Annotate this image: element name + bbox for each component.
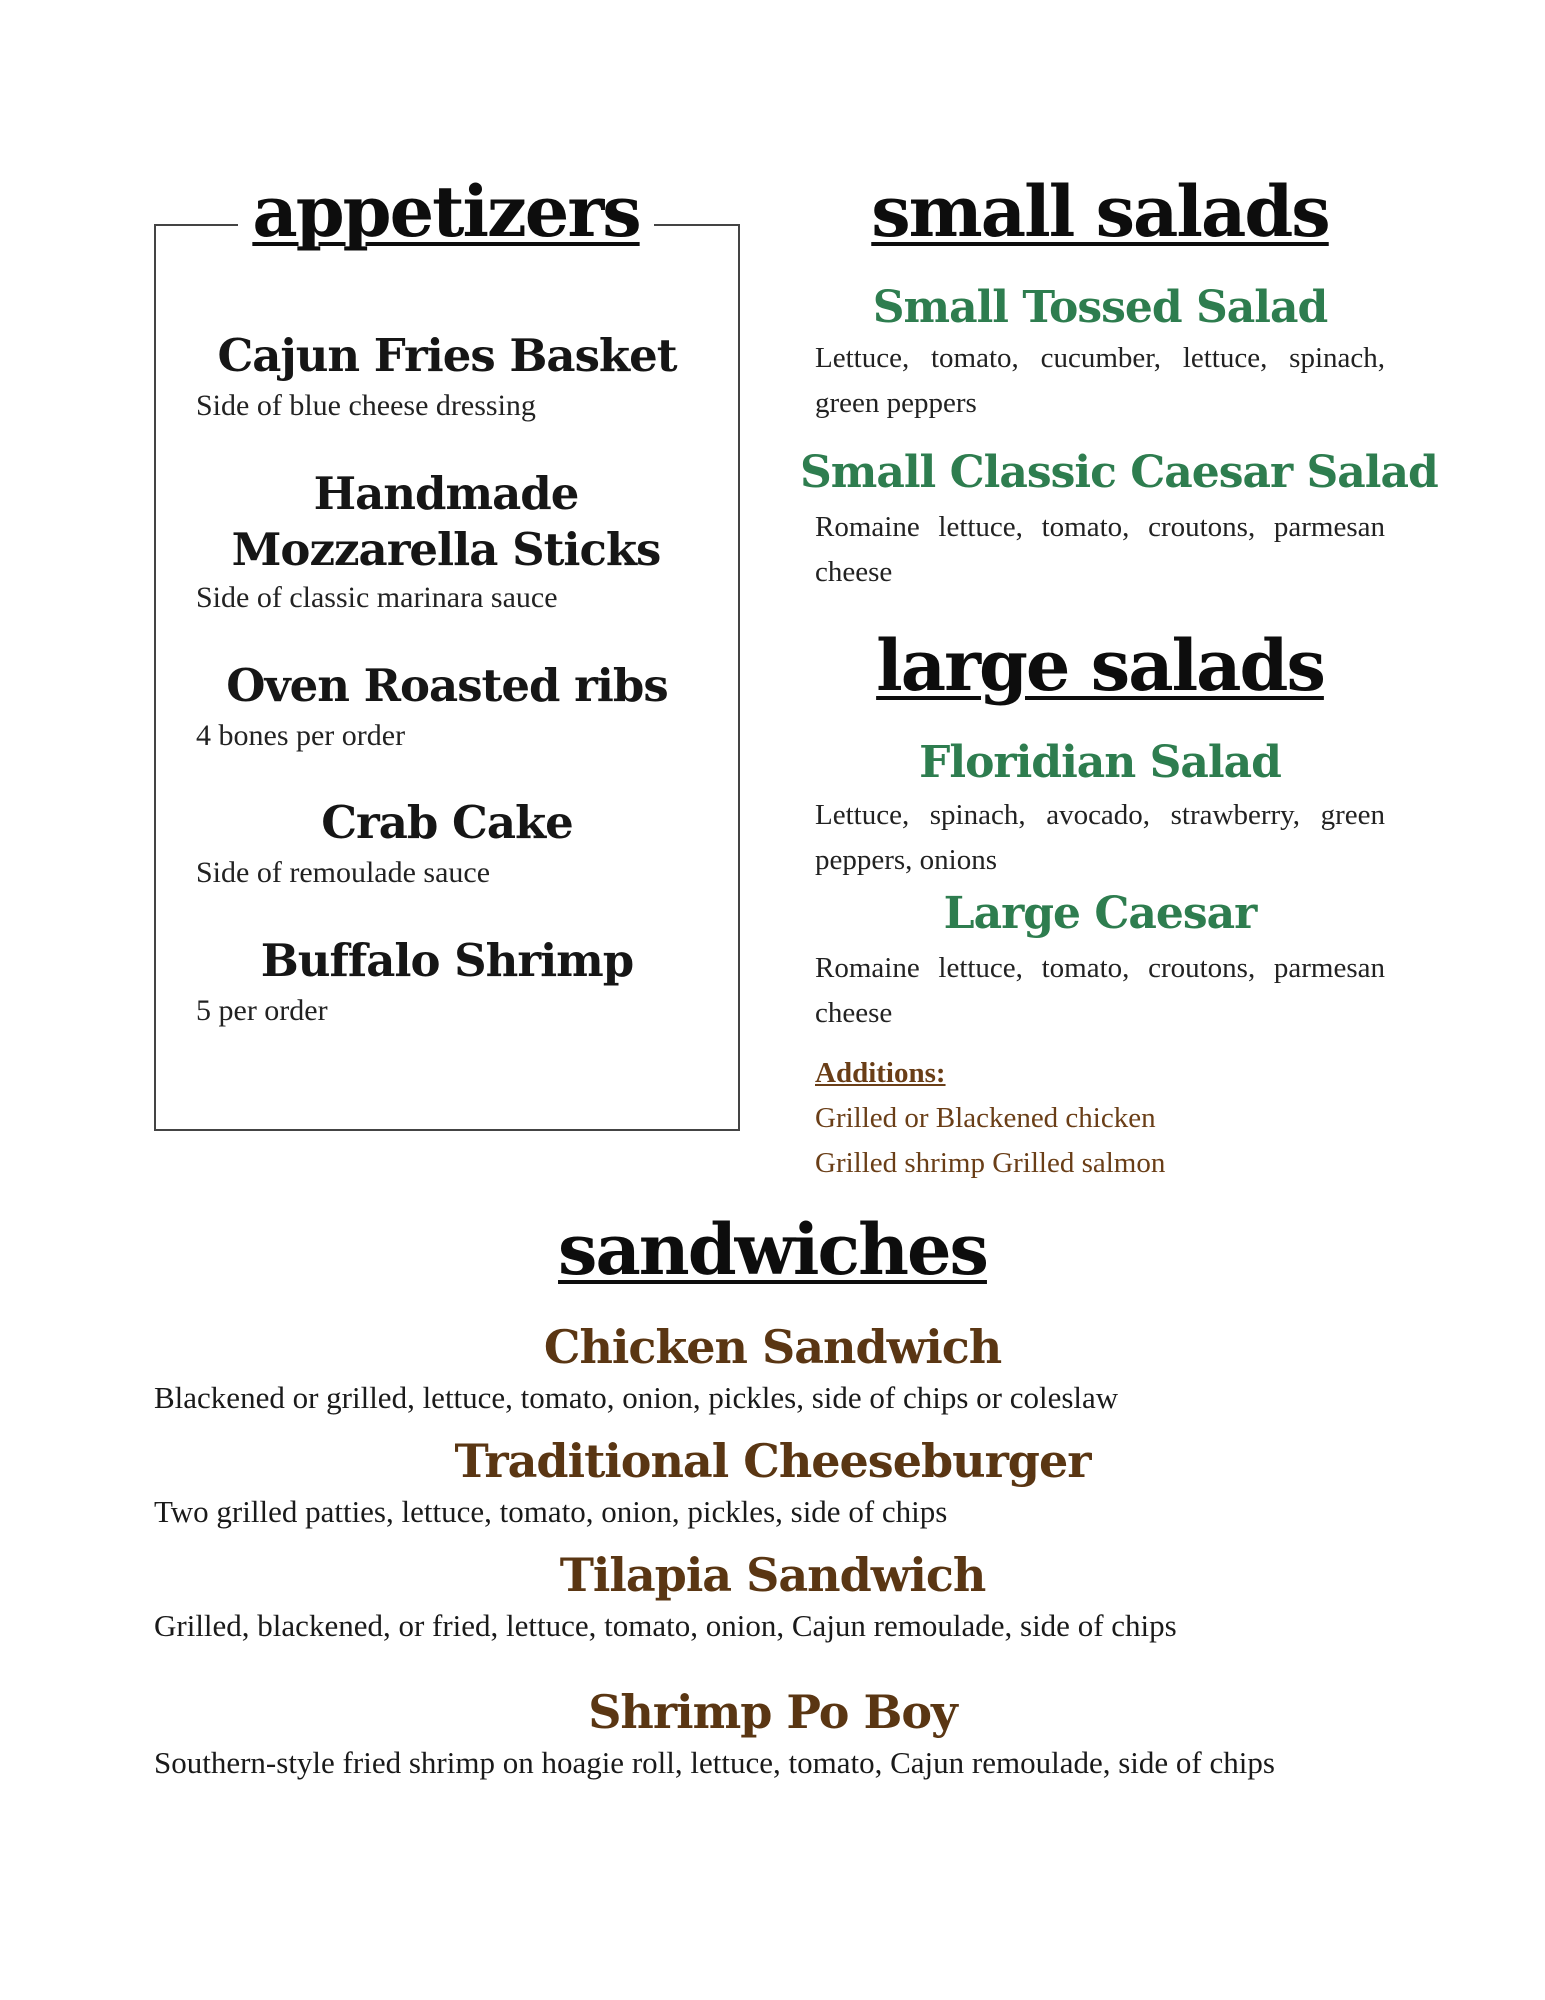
salad-desc: Romaine lettuce, tomato, croutons, parmesan cheese: [815, 511, 1385, 588]
sandwich-name: Tilapia Sandwich: [559, 1548, 986, 1602]
appetizer-name: Handmade Mozzarella Sticks: [231, 467, 661, 576]
addition-line: Grilled or Blackened chicken: [815, 1102, 1156, 1134]
addition-line: Grilled shrimp Grilled salmon: [815, 1147, 1166, 1179]
appetizer-desc: Side of classic marinara sauce: [196, 581, 558, 614]
large-salads-title: large salads: [876, 624, 1324, 707]
small-salads-title: small salads: [871, 170, 1329, 253]
appetizer-name: Oven Roasted ribs: [226, 659, 668, 712]
sandwich-desc: Blackened or grilled, lettuce, tomato, onion, pickles, side of chips or coleslaw: [154, 1380, 1119, 1415]
box-left-line: [154, 224, 156, 1130]
sandwich-desc: Southern-style fried shrimp on hoagie roll, lettuce, tomato, Cajun remoulade, side of chips: [154, 1745, 1275, 1780]
salad-name: Small Classic Caesar Salad: [800, 447, 1438, 498]
salad-desc: Lettuce, spinach, avocado, strawberry, green peppers, onions: [815, 799, 1385, 876]
appetizer-name: Crab Cake: [321, 796, 573, 849]
sandwich-name: Chicken Sandwich: [543, 1320, 1002, 1374]
salad-name: Small Tossed Salad: [872, 282, 1328, 333]
additions-title: Additions:: [815, 1057, 946, 1089]
sandwich-desc: Two grilled patties, lettuce, tomato, onion, pickles, side of chips: [154, 1494, 948, 1529]
sandwich-desc: Grilled, blackened, or fried, lettuce, tomato, onion, Cajun remoulade, side of chips: [154, 1608, 1177, 1643]
box-top-left-line: [154, 224, 238, 226]
appetizer-name: Buffalo Shrimp: [260, 934, 634, 987]
appetizer-desc: Side of blue cheese dressing: [196, 389, 536, 422]
sandwich-name: Shrimp Po Boy: [588, 1685, 957, 1739]
appetizer-desc: 4 bones per order: [196, 719, 406, 752]
appetizer-desc: 5 per order: [196, 994, 328, 1027]
appetizer-desc: Side of remoulade sauce: [196, 856, 491, 889]
appetizers-title: appetizers: [252, 170, 640, 253]
salad-name: Floridian Salad: [919, 737, 1281, 788]
sandwich-name: Traditional Cheeseburger: [454, 1434, 1091, 1488]
salad-desc: Lettuce, tomato, cucumber, lettuce, spinach, green peppers: [815, 342, 1385, 419]
salad-desc: Romaine lettuce, tomato, croutons, parmesan cheese: [815, 952, 1385, 1029]
box-right-line: [738, 224, 740, 1130]
salad-name: Large Caesar: [943, 888, 1257, 939]
box-bottom-line: [154, 1129, 740, 1131]
sandwiches-title: sandwiches: [558, 1208, 987, 1291]
appetizer-name: Cajun Fries Basket: [217, 329, 677, 382]
box-top-right-line: [654, 224, 739, 226]
